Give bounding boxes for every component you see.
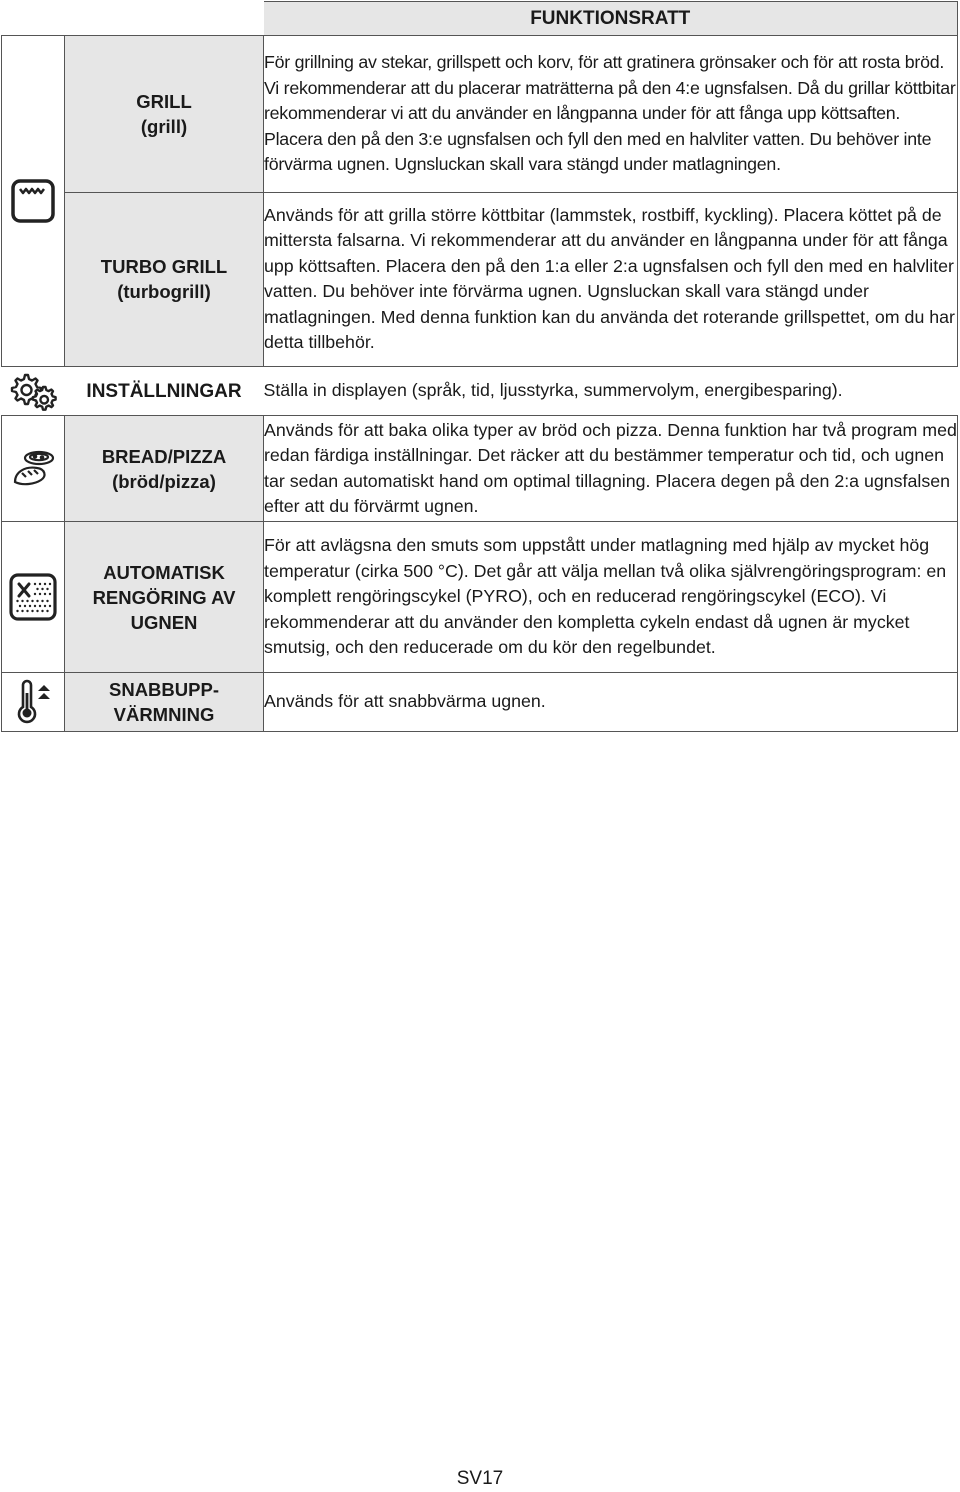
- table-row: [2, 416, 958, 522]
- function-subname: (bröd/pizza): [112, 470, 216, 492]
- function-description-cell: [264, 522, 958, 673]
- function-description: Används för att snabbvärma ugnen.: [264, 691, 546, 712]
- function-subname: (turbogrill): [117, 281, 211, 303]
- function-description: För grillning av stekar, grillspett och korv, för att gratinera grönsaker och för att rosta bröd. Vi rekommenderar att du placerar maträtterna på den 4:e ugnsfalsen. Då du grillar köttbitar rekommenderar vi att du använder en långpanna under för att fånga upp köttsaften. Placera den på den 3:e ugnsfalsen och fyll den med en halvliter vatten. Du behöver inte förvärma ugnen. Ugnsluckan skall vara stängd under matlagningen.: [264, 52, 956, 175]
- bread-pizza-icon: [9, 446, 57, 492]
- function-description: För att avlägsna den smuts som uppstått under matlagning med hjälp av mycket hög temperatur (cirka 500 °C). Det går att välja mellan två olika självrengöringsprogram: en komplett rengöringscykel (PYRO), och en reducerad rengöringscykel (ECO). Vi rekommenderar att du använder den kompletta cykeln endast då ugnen är mycket smutsig, och den reducerade om du kör den regelbundet.: [264, 535, 947, 658]
- icon-cell: [2, 416, 65, 522]
- function-description-cell: [264, 192, 958, 366]
- table-row: [2, 192, 958, 366]
- function-name-line-1: AUTOMATISK: [103, 561, 225, 583]
- header-blank-cell: [2, 2, 264, 36]
- icon-cell: [2, 673, 65, 732]
- function-name-cell: [65, 416, 264, 522]
- settings-gears-icon: [9, 371, 57, 411]
- fast-preheat-thermometer-icon: [11, 679, 55, 725]
- function-name-cell: [65, 192, 264, 366]
- function-name: TURBO GRILL: [100, 256, 228, 278]
- function-name-line-2: RENGÖRING AV: [92, 586, 236, 608]
- function-description-cell: [264, 416, 958, 522]
- function-subname: (grill): [140, 115, 188, 137]
- function-name-cell: [65, 367, 264, 416]
- function-name-cell: [65, 673, 264, 732]
- pyrolytic-clean-icon: [8, 572, 58, 622]
- function-description: Används för att baka olika typer av bröd och pizza. Denna funktion har två program med redan färdiga inställningar. Det räcker att du bestämmer temperatur och tid, och ugnen tar sedan automatiskt hand om optimal tillagning. Placera degen på den 2:a ugnsfalsen efter att du förvärmt ugnen.: [264, 419, 957, 516]
- function-name-cell: [65, 36, 264, 193]
- top-grill-icon: [9, 177, 57, 225]
- function-description-cell: [264, 367, 958, 416]
- function-description-cell: [264, 36, 958, 193]
- function-description-cell: [264, 673, 958, 732]
- function-name: INSTÄLLNINGAR: [86, 380, 242, 402]
- function-name: GRILL: [136, 90, 192, 112]
- table-row: [2, 367, 958, 416]
- function-name-line-3: UGNEN: [130, 611, 198, 633]
- function-name-line-2: VÄRMNING: [113, 704, 215, 725]
- table-header-row: [2, 2, 958, 36]
- page-number: SV17: [456, 1468, 504, 1489]
- icon-cell: [2, 522, 65, 673]
- icon-cell: [2, 36, 65, 367]
- function-description: Ställa in displayen (språk, tid, ljusstyrka, summervolym, energibesparing).: [263, 380, 843, 401]
- function-name-cell: [65, 522, 264, 673]
- table-row: [2, 36, 958, 193]
- function-description: Används för att grilla större köttbitar (lammstek, rostbiff, kyckling). Placera köttet på de mittersta falsarna. Vi rekommenderar att du använder en långpanna under för att fånga upp köttsaften. Placera den på den 1:a eller 2:a ugnsfalsen och fyll den med en halvliter vatten. Du behöver inte förvärma ugnen. Ugnsluckan skall vara stängd under matlagningen. Med denna funktion kan du använda det roterande grillspettet, om du har detta tillbehör.: [264, 204, 955, 353]
- function-name-line-1: SNABBUPP-: [109, 679, 219, 700]
- table-row: [2, 522, 958, 673]
- table-row: [2, 673, 958, 732]
- oven-functions-table: [1, 1, 958, 732]
- function-name: BREAD/PIZZA: [101, 445, 227, 467]
- icon-cell: [2, 367, 65, 416]
- table-header-title: FUNKTIONSRATT: [264, 2, 958, 36]
